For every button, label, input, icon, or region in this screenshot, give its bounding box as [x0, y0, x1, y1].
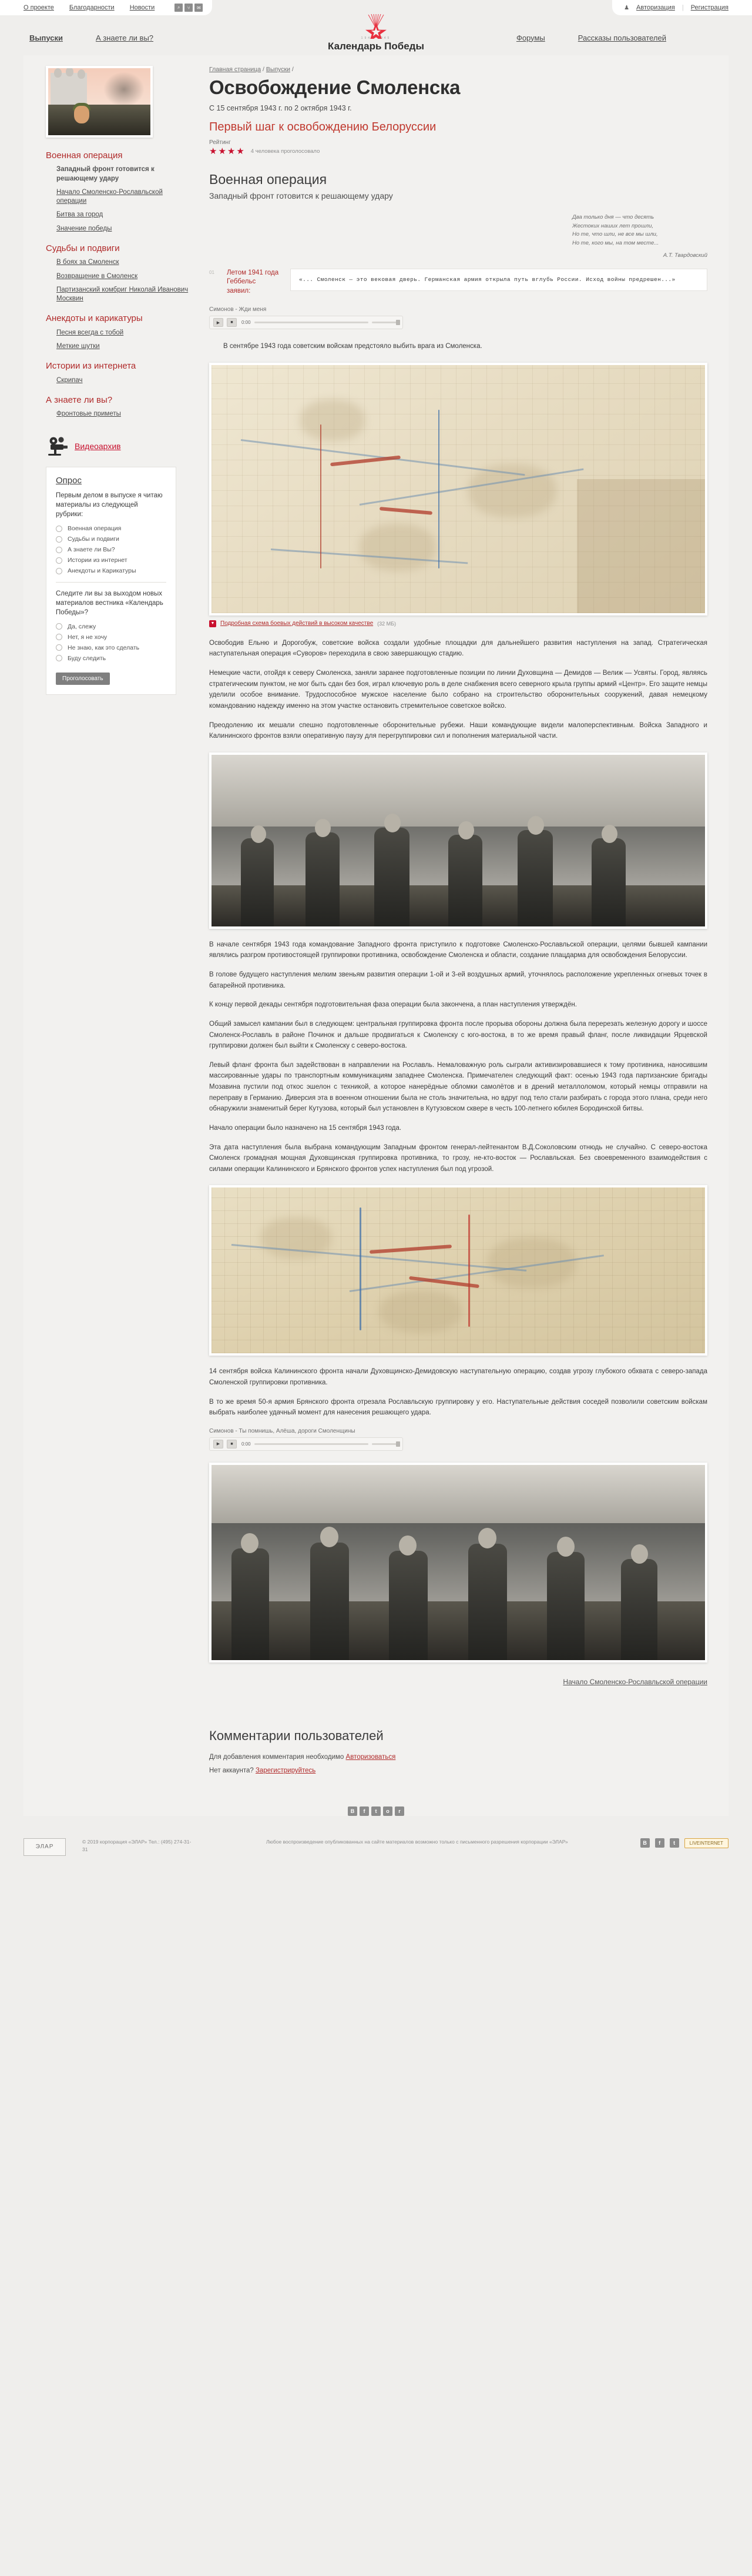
audio-volume-slider[interactable] — [372, 322, 399, 323]
poll-option-label: Нет, я не хочу — [68, 633, 108, 641]
radio-icon[interactable] — [56, 634, 62, 640]
user-icon: ♟ — [624, 4, 630, 11]
body3-paragraph-1: 14 сентября войска Калининского фронта начали Духовщинско-Демидовскую наступательную операцию, создав угрозу глубокого обхвата с северо-запада Смоленской группировки противника. — [209, 1368, 707, 1387]
audio-player-2 — [209, 1428, 707, 1451]
comments-register-line — [209, 1765, 707, 1776]
audio-progress-track[interactable] — [254, 1443, 368, 1445]
body2-paragraph-4: Общий замысел кампании был в следующем: центральная группировка фронта после прорыва обороны должна была перерезать железную дорогу и шоссе Смоленск-Рославль в районе Починок и дальше продвигаться к Смоленску с юго-востока, в то же время правый фланг, после ликвидации Ярцевской группировки должен был выйти к Смоленску с северо-востока. — [209, 1020, 707, 1050]
body2-paragraph-3: К концу первой декады сентября подготовительная фаза операции была закончена, а план наступления утверждён. — [209, 1001, 577, 1009]
comments-login-link[interactable]: Авторизоваться — [345, 1753, 396, 1761]
epigraph-line: Жестоких наших лет прошли, — [572, 222, 654, 229]
main-navigation — [0, 20, 752, 55]
radio-icon[interactable] — [56, 526, 62, 532]
epigraph — [572, 213, 707, 260]
battle-map-image-2[interactable] — [209, 1185, 707, 1356]
body2-paragraph-7: Эта дата наступления была выбрана командующим Западным фронтом генерал-лейтенантом В.Д.Соколовским отнюдь не случайно. С северо-востока Смоленск громадная мощная Духовщинская группировка противника, то грозу, не-кто-восток — Рославльская. Без своевременного взаимодействия с силами операции Калининского и Брянского фронтов успех наступления был под угрозой. — [209, 1143, 707, 1173]
poll-question-1: Первым делом в выпуске я читаю материалы из следующей рубрики: — [56, 492, 163, 518]
social-share-row — [24, 1806, 728, 1816]
sidebar — [24, 66, 200, 1779]
body3-paragraph-2: В то же время 50-я армия Брянского фронта отрезала Рославльскую группировку у его. Наступательные действия соседей позволили советским войскам выбрать наиболее удачный момент для нанесения решающего удара. — [209, 1398, 707, 1417]
stop-button[interactable]: ■ — [227, 1440, 237, 1448]
breadcrumb-sep: / — [261, 66, 266, 73]
topbar-icon-group — [174, 4, 203, 12]
topbar-link-about[interactable]: О проекте — [24, 4, 54, 11]
logo-title: Календарь Победы — [327, 41, 424, 52]
poll-option-label: Буду следить — [68, 654, 106, 662]
play-button[interactable]: ▶ — [213, 1440, 223, 1448]
figure-battle-map-2 — [209, 1185, 707, 1356]
stop-button[interactable]: ■ — [227, 318, 237, 327]
main-content — [200, 66, 728, 1779]
section-title: Военная операция — [209, 172, 327, 187]
issue-subtitle: Первый шаг к освобождению Белоруссии — [209, 121, 437, 133]
sidebar-item-partisan-moskvin[interactable]: Партизанский комбриг Николай Иванович Москвин — [56, 286, 189, 303]
poll-title[interactable]: Опрос — [56, 476, 82, 486]
comments-section — [209, 1713, 707, 1777]
quote-callout — [209, 269, 707, 296]
battle-map-image-1[interactable] — [209, 363, 707, 615]
sidebar-heading-internet-stories[interactable]: Истории из интернета — [46, 361, 136, 372]
sidebar-item-return-to-smolensk[interactable]: Возвращение в Смоленск — [56, 272, 138, 280]
twitter-icon[interactable]: t — [371, 1806, 381, 1816]
audio-volume-slider[interactable] — [372, 1443, 399, 1445]
star-logo-icon — [323, 14, 429, 38]
audio-time: 0:00 — [241, 1441, 251, 1447]
page-footer — [0, 1829, 752, 1871]
radio-icon[interactable] — [56, 536, 62, 543]
quote-number: 01 — [209, 269, 214, 275]
sidebar-item-battles-for-smolensk[interactable]: В боях за Смоленск — [56, 259, 119, 266]
photo-soldiers-2[interactable] — [209, 1463, 707, 1662]
page-title: Освобождение Смоленска — [209, 76, 461, 98]
mail-icon[interactable]: ✉ — [194, 4, 203, 12]
nav-item-vypuski[interactable]: Выпуски — [29, 33, 63, 42]
epigraph-line: Но те, кого мы, на том месте... — [572, 240, 659, 247]
topbar-divider: | — [682, 4, 684, 11]
sitemap-icon[interactable]: ⑂ — [184, 4, 193, 12]
poll-option-label: Истории из интернет — [68, 557, 127, 564]
sidebar-item-city-battle[interactable]: Битва за город — [56, 211, 103, 219]
video-archive-link[interactable]: Видеоархив — [75, 441, 121, 451]
next-article-link[interactable]: Начало Смоленско-Рославльской операции — [563, 1677, 707, 1686]
photo-soldiers-1[interactable] — [209, 752, 707, 929]
breadcrumb-home[interactable]: Главная страница — [209, 66, 261, 73]
comments-register-text: Нет аккаунта? — [209, 1767, 256, 1775]
figure-photo-soldiers-1 — [209, 752, 707, 929]
video-archive-block[interactable] — [46, 436, 189, 456]
two-column-layout — [24, 66, 728, 1779]
sidebar-item-operation-start[interactable]: Начало Смоленско-Рославльской операции — [56, 188, 163, 205]
epigraph-line: Два только дня — что десять — [572, 214, 654, 220]
issue-cover-image — [46, 66, 153, 138]
radio-icon[interactable] — [56, 547, 62, 553]
footer-counters — [640, 1838, 728, 1848]
audio-controls — [209, 316, 403, 329]
audio-controls — [209, 1437, 403, 1451]
vk-icon[interactable]: B — [640, 1838, 650, 1848]
map-download-row — [209, 620, 707, 627]
rating-stars[interactable]: ★★★★ — [209, 146, 246, 156]
paragraph-text: В сентябре 1943 года советским войскам предстояло выбить врага из Смоленска. — [223, 343, 482, 350]
epigraph-author: А.Т. Твардовский — [663, 252, 707, 259]
footer-disclaimer: Любое воспроизведение опубликованных на сайте материалов возможно только с письменного разрешения корпорации «ЭЛАР» — [266, 1838, 568, 1845]
comments-heading: Комментарии пользователей — [209, 1728, 384, 1743]
pdf-icon: ▼ — [209, 620, 216, 627]
poll-widget — [46, 467, 176, 694]
quote-lead: Летом 1941 года Геббельс заявил: — [227, 269, 279, 295]
nav-item-forums[interactable]: Форумы — [516, 33, 545, 42]
vk-icon[interactable]: B — [348, 1806, 357, 1816]
sidebar-section-military-operation — [35, 150, 189, 233]
paragraph-number — [209, 341, 215, 352]
poll-option-military-operation[interactable] — [56, 525, 166, 532]
radio-icon[interactable] — [56, 655, 62, 661]
site-logo[interactable] — [323, 14, 429, 52]
radio-icon[interactable] — [56, 623, 62, 630]
sidebar-section-did-you-know — [35, 395, 189, 419]
poll-option-internet-stories[interactable] — [56, 557, 166, 564]
poll-vote-button[interactable]: Проголосовать — [56, 673, 110, 685]
paragraph-row — [209, 341, 707, 352]
audio-player-1 — [209, 306, 707, 329]
sidebar-section-fates-and-feats — [35, 243, 189, 303]
poll2-option-yes[interactable] — [56, 623, 166, 630]
sidebar-heading-military-operation[interactable]: Военная операция — [46, 150, 123, 160]
comments-auth-text: Для добавления комментария необходимо — [209, 1753, 346, 1761]
poll2-option-will-follow[interactable] — [56, 655, 166, 662]
rating-label: Рейтинг — [209, 139, 231, 146]
audio-progress-track[interactable] — [254, 322, 368, 323]
sidebar-item-western-front: Западный фронт готовится к решающему удару — [56, 166, 155, 182]
twitter-icon[interactable]: t — [670, 1838, 679, 1848]
topbar-link-news[interactable]: Новости — [129, 4, 155, 11]
nav-left-group — [24, 34, 348, 42]
logo-years: 1941 1945 — [361, 36, 391, 40]
search-icon[interactable]: ⌕ — [174, 4, 183, 12]
rating-votes: 4 человека проголосовало — [250, 148, 320, 155]
poll-question-2: Следите ли вы за выходом новых материалов вестника «Календарь Победы»? — [56, 590, 163, 616]
sidebar-heading-jokes-and-caricatures[interactable]: Анекдоты и карикатуры — [46, 313, 143, 324]
facebook-icon[interactable]: f — [360, 1806, 369, 1816]
sidebar-item-apt-jokes[interactable]: Меткие шутки — [56, 342, 100, 350]
audio-caption: Симонов - Жди меня — [209, 306, 267, 313]
radio-icon[interactable] — [56, 644, 62, 651]
poll-option-label: Военная операция — [68, 525, 122, 532]
poll-option-label: А знаете ли Вы? — [68, 546, 115, 553]
login-link[interactable]: Авторизация — [636, 4, 675, 11]
comments-register-link[interactable]: Зарегистрируйтесь — [255, 1767, 316, 1775]
page-container — [24, 55, 728, 1816]
body2-paragraph-2: В голове будущего наступления мелким звеньям развития операции 1-ой и 3-ей воздушных армий, уточнялось расположение укрепленных огневых точек в батарейной противника. — [209, 971, 707, 989]
audio-time: 0:00 — [241, 320, 251, 326]
odnoklassniki-icon[interactable]: o — [383, 1806, 392, 1816]
body-paragraph-1: Освободив Ельню и Дорогобуж, советские войска создали удобные площадки для дальнейшего развития наступления на запад. Стратегическая наступательная операция «Суворов» переходила в свою завершающую стадию. — [209, 639, 707, 658]
poll-option-jokes[interactable] — [56, 567, 166, 574]
epigraph-line: Но те, что шли, не все мы шли, — [572, 231, 658, 238]
sidebar-item-song-always-with-you[interactable]: Песня всегда с тобой — [56, 329, 124, 336]
comments-auth-line — [209, 1752, 707, 1762]
sidebar-section-internet-stories — [35, 361, 189, 385]
register-link[interactable]: Регистрация — [690, 4, 728, 11]
breadcrumb-section[interactable]: Выпуски — [266, 66, 290, 73]
sidebar-section-jokes-and-caricatures — [35, 313, 189, 351]
topbar-link-thanks[interactable]: Благодарности — [69, 4, 115, 11]
rating-row — [209, 146, 707, 156]
map-download-link[interactable]: Подробная схема боевых действий в высоком качестве — [220, 620, 374, 627]
radio-icon[interactable] — [56, 568, 62, 574]
sidebar-heading-did-you-know[interactable]: А знаете ли вы? — [46, 394, 113, 405]
poll-divider — [56, 582, 166, 583]
play-button[interactable]: ▶ — [213, 318, 223, 327]
elar-logo: ЭЛАР — [24, 1838, 66, 1856]
topbar-right-group — [612, 0, 752, 15]
film-projector-icon — [46, 436, 69, 456]
figure-photo-soldiers-2 — [209, 1463, 707, 1662]
audio-caption: Симонов - Ты помнишь, Алёша, дороги Смоленщины — [209, 1427, 355, 1434]
poll2-option-no[interactable] — [56, 634, 166, 641]
poll-option-fates[interactable] — [56, 536, 166, 543]
section-subtitle: Западный фронт готовится к решающему удару — [209, 191, 393, 200]
breadcrumb-tail: / — [290, 66, 294, 73]
topbar-left-group — [0, 0, 212, 15]
poll2-option-dont-know[interactable] — [56, 644, 166, 651]
poll-option-label: Не знаю, как это сделать — [68, 644, 140, 651]
next-article-link-row — [209, 1678, 707, 1686]
footer-copyright: © 2019 корпорация «ЭЛАР» Тел.: (495) 274-31-31 — [82, 1838, 192, 1853]
body2-paragraph-5: Левый фланг фронта был задействован в направлении на Рославль. Немаловажную роль сыграли активизировавшиеся к тому противника, наносившим массированные удары по транспортным коммуникациям западнее Смоленска. Примечателен следующий факт: осенью 1943 года партизанские бригады Мозавина пустили под откос эшелон с техникой, а которое нанерёдные обломки самолётов и в дрений металлоломом, который немцы отправили на переправу в Германию. Диверсия эта в военном отношении была не столь значительна, но вдруг под тело стали разбирать с города этого плана, среди него обнаружили знаменитый берег Кутузова, который был установлен в Кутузовском сквере в честь 100-летнего юбилея Бородинской битвы. — [209, 1061, 707, 1113]
sidebar-item-front-omens[interactable]: Фронтовые приметы — [56, 410, 121, 418]
body-paragraph-2: Немецкие части, отойдя к северу Смоленска, заняли заранее подготовленные позиции по линии Духовщина — Демидов — Велиж — Усвяты. Город, являясь стратегическим пунктом, не мог быть сдан без боя, играл ключевую роль в деле снабжения всего северного крыла группы армий «Центр». Его защите немцы уделили особое внимание. Трудоспособное мужское население было собрано на строительство оборонительных сооружений, давая немецкому командованию надежду именно на этом участке остановить стремительное советское войско. — [209, 670, 707, 710]
liveinternet-counter[interactable]: LIVEINTERNET — [684, 1838, 728, 1848]
map-file-size: (32 МБ) — [377, 620, 397, 627]
sidebar-heading-fates-and-feats[interactable]: Судьбы и подвиги — [46, 243, 120, 253]
body-paragraph-3: Преодолению их мешали спешно подготовленные оборонительные рубежи. Наши командующие видели малоперспективным. Войска Западного и Калининского фронтов взяли оперативную паузу для перегруппировки сил и пополнения материальной части. — [209, 721, 707, 740]
poll-option-label: Да, слежу — [68, 623, 96, 630]
radio-icon[interactable] — [56, 557, 62, 564]
figure-battle-map-1 — [209, 363, 707, 627]
issue-date-range: С 15 сентября 1943 г. по 2 октября 1943 г. — [209, 104, 352, 112]
quote-body: «... Смоленск — это вековая дверь. Германская армия открыла путь вглубь России. Исход войны предрешен...» — [290, 269, 707, 292]
breadcrumb — [209, 66, 707, 73]
sidebar-item-violinist[interactable]: Скрипач — [56, 376, 83, 384]
poll-option-label: Анекдоты и Карикатуры — [68, 567, 136, 574]
poll-option-label: Судьбы и подвиги — [68, 536, 119, 543]
nav-item-user-stories[interactable]: Рассказы пользователей — [578, 33, 666, 42]
rss-icon[interactable]: r — [395, 1806, 404, 1816]
sidebar-item-victory-meaning[interactable]: Значение победы — [56, 225, 112, 232]
facebook-icon[interactable]: f — [655, 1838, 664, 1848]
poll-option-did-you-know[interactable] — [56, 546, 166, 553]
body2-paragraph-1: В начале сентября 1943 года командование Западного фронта приступило к подготовке Смоленско-Рославльской операции, целями бывшей кампании являлись разгром противостоящей группировки противника, освобождение Смоленска и области, создание плацдарма для освобождения Белоруссии. — [209, 941, 707, 959]
body2-paragraph-6: Начало операции было назначено на 15 сентября 1943 года. — [209, 1124, 402, 1132]
nav-item-did-you-know[interactable]: А знаете ли вы? — [95, 33, 154, 42]
